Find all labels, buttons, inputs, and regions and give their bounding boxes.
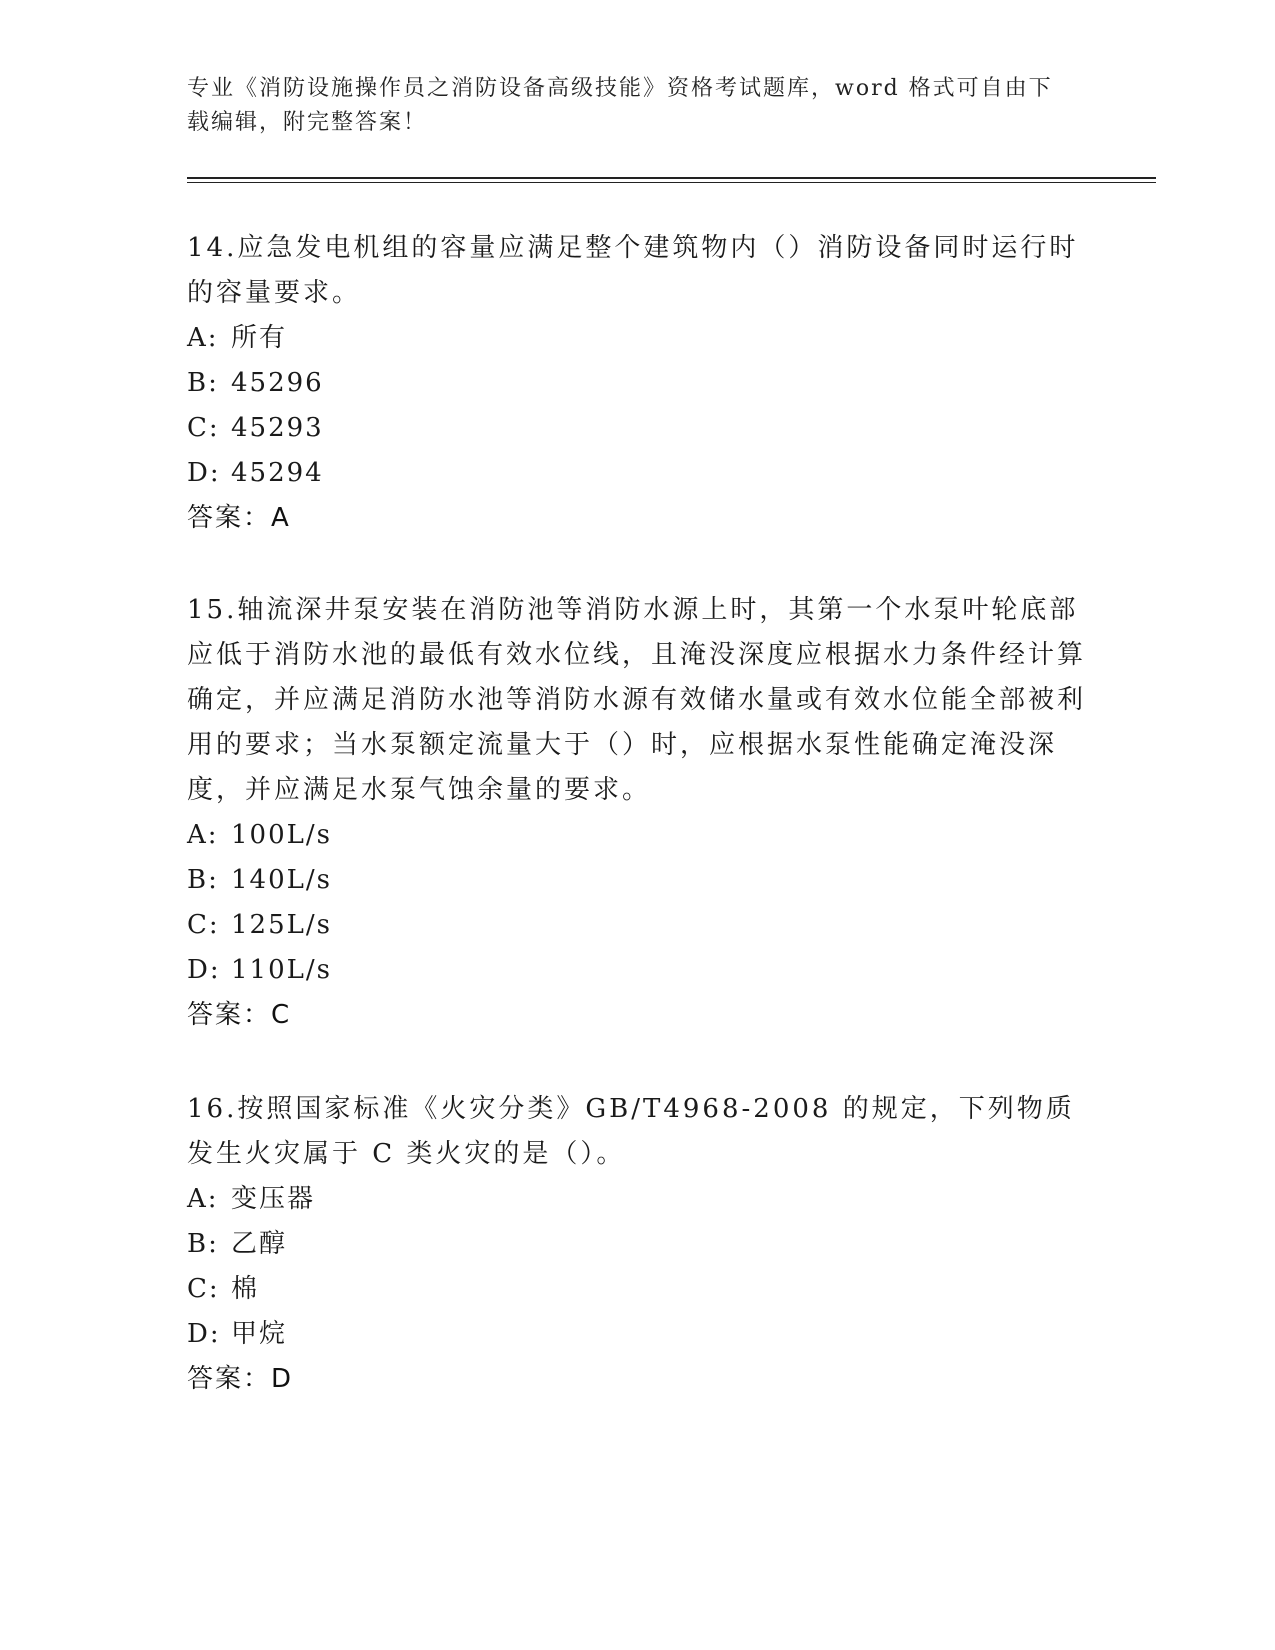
question-stem: 16.按照国家标准《火灾分类》GB/T4968-2008 的规定，下列物质发生火灾属于 C 类火灾的是（）。 bbox=[187, 1094, 1075, 1169]
question-16 bbox=[187, 1087, 1087, 1402]
option-letter: C: bbox=[187, 413, 220, 443]
option-text: 140L/s bbox=[231, 865, 332, 895]
option-text: 棉 bbox=[231, 1274, 260, 1304]
header-divider-thick bbox=[187, 177, 1156, 179]
option-text: 乙醇 bbox=[231, 1229, 288, 1259]
option-letter: B: bbox=[187, 368, 219, 398]
question-15 bbox=[187, 588, 1087, 1038]
option-b[interactable] bbox=[187, 858, 1087, 903]
answer-label: 答案：C bbox=[187, 1000, 292, 1030]
option-text: 甲烷 bbox=[231, 1319, 288, 1349]
question-14 bbox=[187, 226, 1087, 541]
option-a[interactable] bbox=[187, 316, 1087, 361]
option-c[interactable] bbox=[187, 406, 1087, 451]
option-text: 110L/s bbox=[231, 955, 332, 985]
option-letter: B: bbox=[187, 865, 219, 895]
option-text: 45293 bbox=[231, 413, 324, 443]
option-b[interactable] bbox=[187, 1222, 1087, 1267]
option-a[interactable] bbox=[187, 1177, 1087, 1222]
option-letter: B: bbox=[187, 1229, 219, 1259]
option-text: 所有 bbox=[231, 323, 288, 353]
answer-label: 答案：A bbox=[187, 503, 291, 533]
option-letter: A: bbox=[187, 820, 219, 850]
option-letter: C: bbox=[187, 910, 220, 940]
option-d[interactable] bbox=[187, 1312, 1087, 1357]
option-letter: D: bbox=[187, 1319, 221, 1349]
question-stem: 15.轴流深井泵安装在消防池等消防水源上时，其第一个水泵叶轮底部应低于消防水池的最低有效水位线，且淹没深度应根据水力条件经计算确定，并应满足消防水池等消防水源有效储水量或有效水位能全部被利用的要求；当水泵额定流量大于（）时，应根据水泵性能确定淹没深度，并应满足水泵气蚀余量的要求。 bbox=[187, 595, 1087, 805]
option-text: 45296 bbox=[231, 368, 324, 398]
question-stem: 14.应急发电机组的容量应满足整个建筑物内（）消防设备同时运行时的容量要求。 bbox=[187, 233, 1079, 308]
option-c[interactable] bbox=[187, 1267, 1087, 1312]
option-text: 100L/s bbox=[231, 820, 332, 850]
option-a[interactable] bbox=[187, 813, 1087, 858]
option-c[interactable] bbox=[187, 903, 1087, 948]
option-letter: C: bbox=[187, 1274, 220, 1304]
header-divider-thin bbox=[187, 182, 1156, 183]
option-letter: D: bbox=[187, 458, 221, 488]
option-text: 125L/s bbox=[231, 910, 332, 940]
option-d[interactable] bbox=[187, 451, 1087, 496]
option-d[interactable] bbox=[187, 948, 1087, 993]
option-letter: D: bbox=[187, 955, 221, 985]
document-header: 专业《消防设施操作员之消防设备高级技能》资格考试题库，word 格式可自由下载编辑，附完整答案！ bbox=[187, 76, 1053, 135]
option-text: 45294 bbox=[231, 458, 324, 488]
option-b[interactable] bbox=[187, 361, 1087, 406]
option-letter: A: bbox=[187, 1184, 219, 1214]
option-letter: A: bbox=[187, 323, 219, 353]
answer-label: 答案：D bbox=[187, 1364, 294, 1394]
option-text: 变压器 bbox=[231, 1184, 316, 1214]
